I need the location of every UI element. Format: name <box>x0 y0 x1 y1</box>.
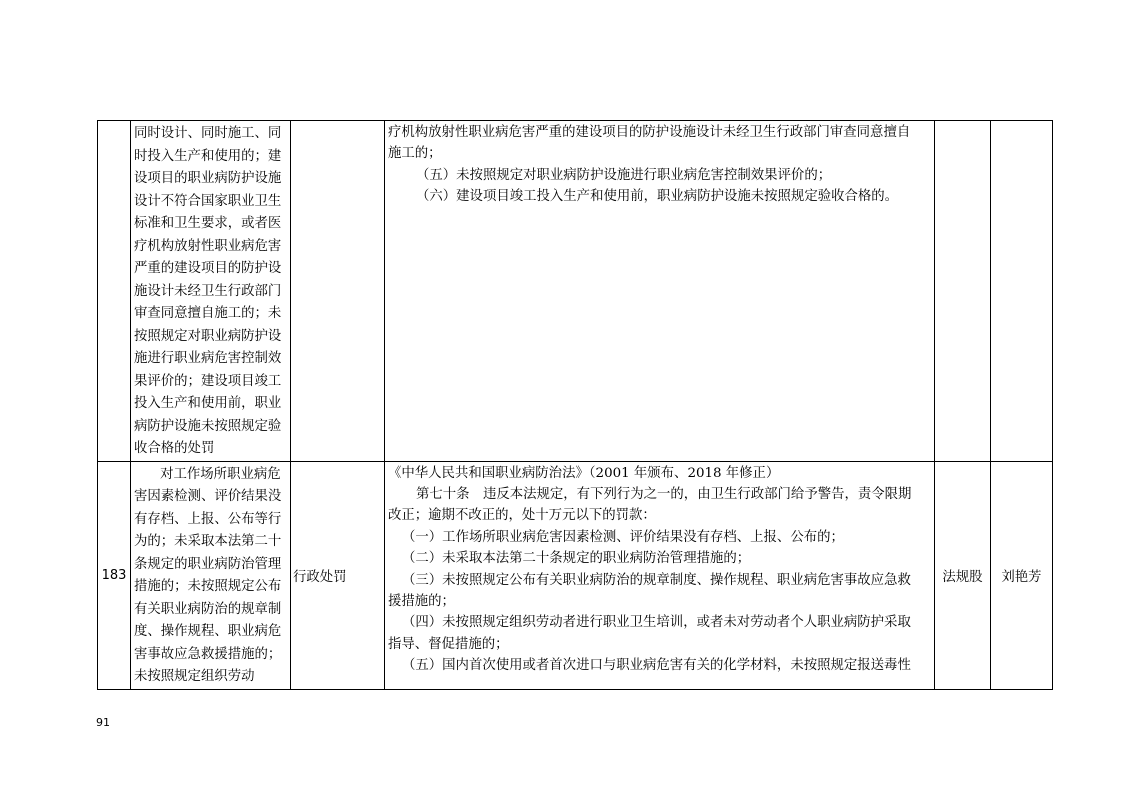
legal-line: （六）建设项目竣工投入生产和使用前，职业病防护设施未按照规定验收合格的。 <box>416 189 899 205</box>
action-type-cell <box>291 121 385 462</box>
legal-line: （二）未采取本法第二十条规定的职业病防治管理措施的； <box>402 551 751 567</box>
legal-line: 改正；逾期不改正的，处十万元以下的罚款： <box>388 508 656 524</box>
legal-line: （一）工作场所职业病危害因素检测、评价结果没有存档、上报、公布的； <box>402 529 844 545</box>
legal-line: （四）未按照规定组织劳动者进行职业卫生培训，或者未对劳动者个人职业病防护采取 <box>402 615 911 631</box>
person-cell <box>991 121 1053 462</box>
description-cell <box>131 461 291 689</box>
legal-line: （三）未按照规定公布有关职业病防治的规章制度、操作规程、职业病危害事故应急救 <box>402 572 911 588</box>
law-title: 《中华人民共和国职业病防治法》（2001 年颁布、2018 年修正） <box>388 465 780 481</box>
legal-line: 第七十条 违反本法规定，有下列行为之一的，由卫生行政部门给予警告，责令限期 <box>416 486 912 502</box>
department-cell: 法规股 <box>935 461 991 689</box>
legal-line: 指导、督促措施的； <box>388 636 509 652</box>
item-number-cell: 183 <box>98 461 131 689</box>
legal-line: 施工的； <box>388 146 442 162</box>
regulation-table <box>97 120 1053 690</box>
description-text: 对工作场所职业病危害因素检测、评价结果没有存档、上报、公布等行为的；未采取本法第二十条规定的职业病防治管理措施的；未按照规定公布有关职业病防治的规章制度、操作规程、职业病危害事故应急救援措施的；未按照规定组织劳动 <box>134 466 282 684</box>
page-number: 91 <box>96 716 110 729</box>
table-row <box>98 461 1053 689</box>
description-cell <box>131 121 291 462</box>
department-cell <box>935 121 991 462</box>
legal-basis-cell <box>385 461 935 689</box>
person-cell: 刘艳芳 <box>991 461 1053 689</box>
legal-basis-cell <box>385 121 935 462</box>
legal-line: （五）国内首次使用或者首次进口与职业病危害有关的化学材料，未按照规定报送毒性 <box>402 658 911 674</box>
action-type-cell: 行政处罚 <box>291 461 385 689</box>
item-number-cell <box>98 121 131 462</box>
legal-line: 疗机构放射性职业病危害严重的建设项目的防护设施设计未经卫生行政部门审查同意擅自 <box>388 125 911 140</box>
legal-line: 援措施的； <box>388 593 455 609</box>
description-text: 同时设计、同时施工、同时投入生产和使用的；建设项目的职业病防护设施设计不符合国家职业卫生标准和卫生要求，或者医疗机构放射性职业病危害严重的建设项目的防护设施设计未经卫生行政部门审查同意擅自施工的；未按照规定对职业病防护设施进行职业病危害控制效果评价的；建设项目竣工投入生产和使用前，职业病防护设施未按照规定验收合格的处罚 <box>134 126 282 456</box>
legal-line: （五）未按照规定对职业病防护设施进行职业病危害控制效果评价的； <box>416 167 832 183</box>
table-row <box>98 121 1053 462</box>
